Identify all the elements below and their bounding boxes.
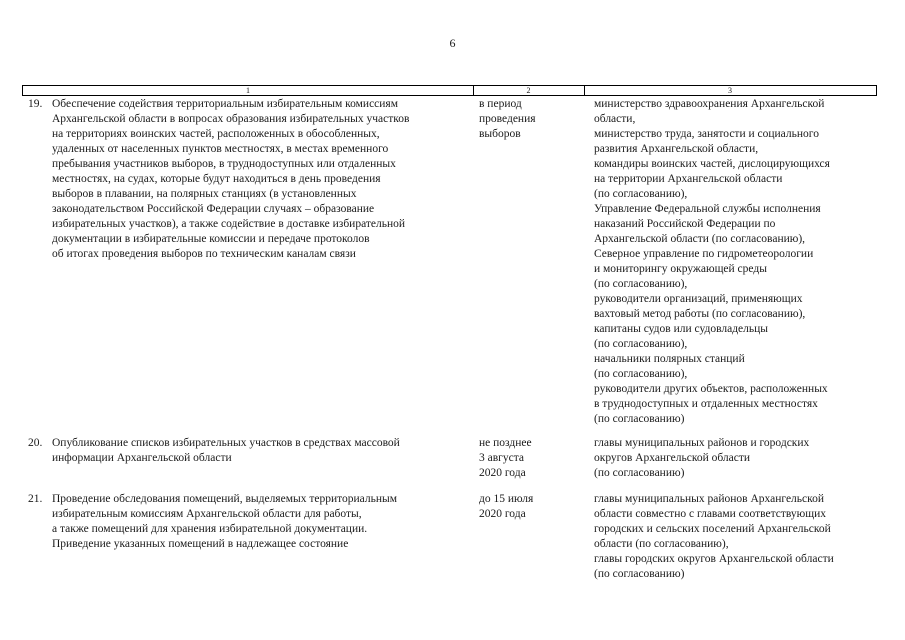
description-line: Архангельской области в вопросах образования избирательных участков	[52, 113, 410, 125]
responsible-line: и мониторингу окружающей среды	[594, 263, 767, 275]
description-line: законодательством Российской Федерации случаях – образование	[52, 203, 375, 215]
responsible-line: (по согласованию),	[594, 188, 688, 200]
responsible-line: округов Архангельской области	[594, 452, 751, 464]
responsible-line: наказаний Российской Федерации по	[594, 218, 776, 230]
responsible-line: области (по согласованию),	[594, 538, 729, 550]
deadline-line: выборов	[479, 128, 521, 140]
responsible-line: в труднодоступных и отдаленных местностях	[594, 398, 818, 410]
responsible-line: министерство здравоохранения Архангельской	[594, 98, 825, 110]
deadline-line: 2020 года	[479, 508, 526, 520]
description-line: документации в избирательные комиссии и передаче протоколов	[52, 233, 370, 245]
description-line: Проведение обследования помещений, выделяемых территориальным	[52, 493, 397, 505]
responsible-line: Управление Федеральной службы исполнения	[594, 203, 821, 215]
responsible-line: вахтовый метод работы (по согласованию),	[594, 308, 806, 320]
responsible-line: (по согласованию),	[594, 338, 688, 350]
description-line: Приведение указанных помещений в надлежащее состояние	[52, 538, 349, 550]
responsible-line: (по согласованию)	[594, 568, 685, 580]
deadline-line: до 15 июля	[479, 493, 534, 505]
responsible-line: (по согласованию),	[594, 368, 688, 380]
deadline-line: проведения	[479, 113, 536, 125]
description-line: об итогах проведения выборов по техническим каналам связи	[52, 248, 356, 260]
deadline-line: не позднее	[479, 437, 532, 449]
deadline-line: 3 августа	[479, 452, 525, 464]
description-line: а также помещений для хранения избирательной документации.	[52, 523, 368, 535]
description-line: пребывания участников выборов, в труднодоступных или отдаленных	[52, 158, 396, 170]
row-deadline	[479, 97, 579, 142]
responsible-line: развития Архангельской области,	[594, 143, 759, 155]
description-line: Обеспечение содействия территориальным избирательным комиссиям	[52, 98, 398, 110]
row-number: 20.	[28, 437, 43, 449]
table-header-col-2: 2	[473, 86, 585, 95]
description-line: местностях, на судах, которые будут находиться в день проведения	[52, 173, 381, 185]
row-responsible	[594, 492, 884, 582]
row-number: 21.	[28, 493, 43, 505]
responsible-line: на территории Архангельской области	[594, 173, 783, 185]
page-number: 6	[449, 36, 456, 50]
table-header-col-3: 3	[728, 86, 732, 95]
responsible-line: главы муниципальных районов Архангельской	[594, 493, 825, 505]
responsible-line: Северное управление по гидрометеорологии	[594, 248, 814, 260]
deadline-line: 2020 года	[479, 467, 526, 479]
responsible-line: (по согласованию),	[594, 278, 688, 290]
responsible-line: области совместно с главами соответствующих	[594, 508, 827, 520]
row-description	[52, 492, 472, 552]
responsible-line: капитаны судов или судовладельцы	[594, 323, 769, 335]
description-line: выборов в плавании, на полярных станциях (в установленных	[52, 188, 357, 200]
responsible-line: городских и сельских поселений Архангельской	[594, 523, 831, 535]
table-header-row	[22, 85, 877, 96]
row-responsible	[594, 436, 884, 481]
description-line: избирательным комиссиям Архангельской области для работы,	[52, 508, 362, 520]
table-header-col-1: 1	[23, 86, 474, 95]
row-number: 19.	[28, 98, 43, 110]
row-responsible	[594, 97, 884, 427]
description-line: на территориях воинских частей, расположенных в обособленных,	[52, 128, 380, 140]
responsible-line: начальники полярных станций	[594, 353, 745, 365]
row-deadline	[479, 492, 579, 522]
responsible-line: (по согласованию)	[594, 413, 685, 425]
row-description	[52, 436, 472, 466]
responsible-line: главы городских округов Архангельской области	[594, 553, 834, 565]
responsible-line: области,	[594, 113, 636, 125]
description-line: удаленных от населенных пунктов местностях, в местах временного	[52, 143, 389, 155]
responsible-line: руководители других объектов, расположенных	[594, 383, 828, 395]
description-line: Опубликование списков избирательных участков в средствах массовой	[52, 437, 400, 449]
deadline-line: в период	[479, 98, 522, 110]
responsible-line: главы муниципальных районов и городских	[594, 437, 810, 449]
description-line: избирательных участков), а также содействие в доставке избирательной	[52, 218, 406, 230]
description-line: информации Архангельской области	[52, 452, 232, 464]
responsible-line: командиры воинских частей, дислоцирующихся	[594, 158, 830, 170]
responsible-line: руководители организаций, применяющих	[594, 293, 803, 305]
row-description	[52, 97, 472, 262]
row-deadline	[479, 436, 579, 481]
responsible-line: (по согласованию)	[594, 467, 685, 479]
responsible-line: министерство труда, занятости и социального	[594, 128, 819, 140]
responsible-line: Архангельской области (по согласованию),	[594, 233, 806, 245]
